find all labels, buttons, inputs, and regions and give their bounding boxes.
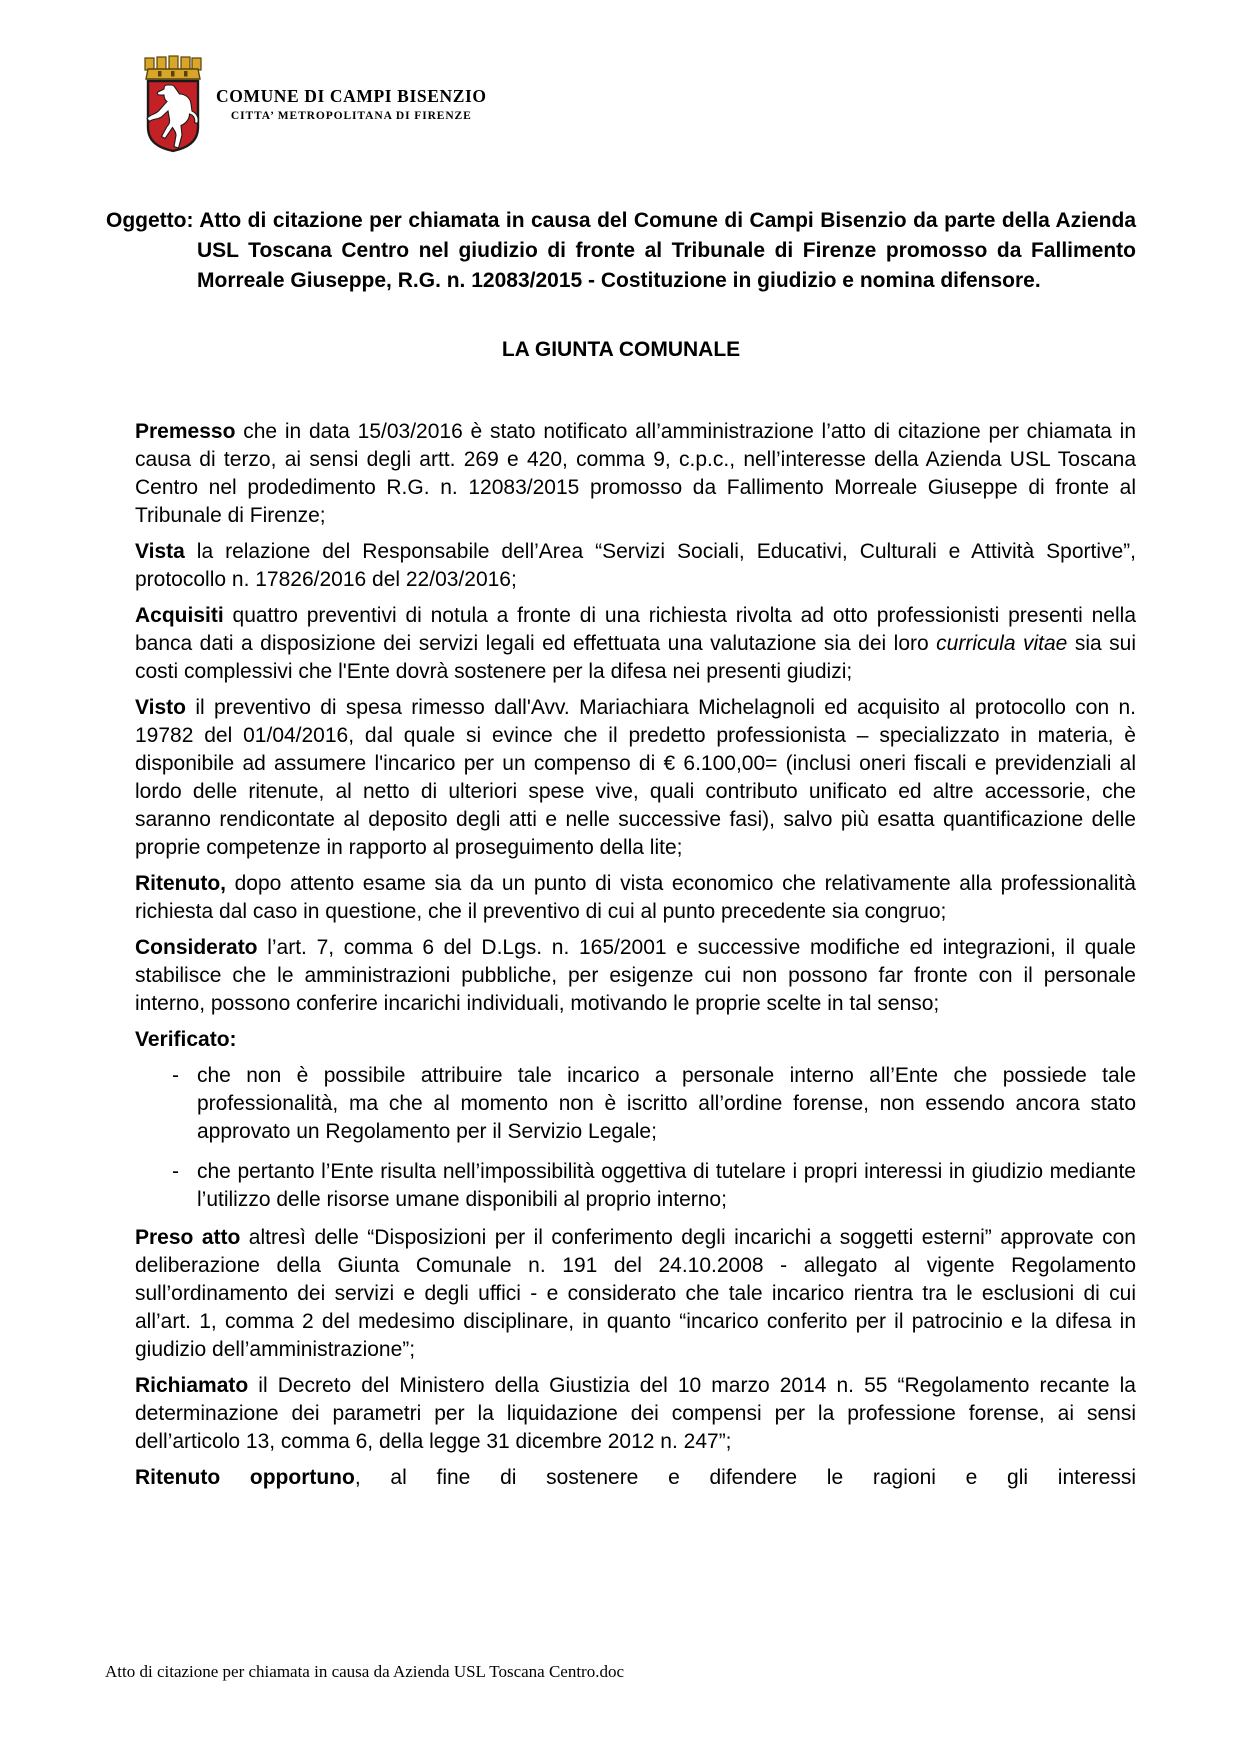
coat-of-arms-graphic [137,52,209,154]
org-name: COMUNE DI CAMPI BISENZIO [216,86,487,106]
coat-of-arms [137,52,209,154]
subject-text: Atto di citazione per chiamata in causa del Comune di Campi Bisenzio da parte della Azienda USL Toscana Centro nel giudizio di fronte al Tribunale di Firenze promosso da Fallimento Morreale Giuseppe, R.G. n. 12083/2015 - Costituzione in giudizio e nomina difensore. [193,209,1136,292]
paragraph-preso-atto [135,1224,1136,1364]
bullet-text: che pertanto l’Ente risulta nell’impossibilità oggettiva di tutelare i propri interessi in giudizio mediante l’utilizzo delle risorse umane disponibili al proprio interno; [197,1160,1136,1211]
paragraph-ritenuto [135,870,1136,926]
paragraph-lead: Richiamato [135,1374,249,1397]
subject-paragraph [106,206,1136,296]
paragraph-text: che in data 15/03/2016 è stato notificato all’amministrazione l’atto di citazione per chiamata in causa di terzo, ai sensi degli artt. 269 e 420, comma 9, c.p.c., nell’interesse della Azienda USL Toscana Centro nel prodedimento R.G. n. 12083/2015 promosso da Fallimento Morreale Giuseppe di fronte al Tribunale di Firenze; [135,420,1136,527]
bullet-list [172,1062,1136,1214]
paragraph-text: il Decreto del Ministero della Giustizia del 10 marzo 2014 n. 55 “Regolamento recante la determinazione dei parametri per la liquidazione dei compensi per la professione forense, ai sensi dell’articolo 13, comma 6, della legge 31 dicembre 2012 n. 247”; [135,1374,1136,1453]
bullet-item [172,1158,1136,1214]
paragraph-lead: Acquisiti [135,604,224,627]
paragraph-vista [135,538,1136,594]
bullet-text: che non è possibile attribuire tale incarico a personale interno all’Ente che possiede tale professionalità, ma che al momento non è iscritto all’ordine forense, non essendo ancora stato approvato un Regolamento per il Servizio Legale; [197,1064,1136,1143]
paragraph-lead: Visto [135,696,186,719]
paragraph-lead: Ritenuto, [135,872,226,895]
bullet-item [172,1062,1136,1146]
paragraph-lead: Preso atto [135,1226,241,1249]
paragraph-text: , al fine di sostenere e difendere le ragioni e gli interessi [354,1466,1136,1489]
paragraph-lead: Considerato [135,936,258,959]
paragraph-visto [135,694,1136,862]
subject-label: Oggetto: [106,209,194,232]
paragraph-text: dopo attento esame sia da un punto di vista economico che relativamente alla professionalità richiesta dal caso in questione, che il preventivo di cui al punto precedente sia congruo; [135,872,1136,923]
paragraph-text: l’art. 7, comma 6 del D.Lgs. n. 165/2001 e successive modifiche ed integrazioni, il quale stabilisce che le amministrazioni pubbliche, per esigenze cui non possono far fronte con il personale interno, possono conferire incarichi individuali, motivando le proprie scelte in tal senso; [135,936,1136,1015]
paragraph-richiamato [135,1372,1136,1456]
paragraph-premesso [135,418,1136,530]
paragraph-text: la relazione del Responsabile dell’Area “Servizi Sociali, Educativi, Culturali e Attività Sportive”, protocollo n. 17826/2016 del 22/03/2016; [135,540,1136,591]
bullet-marker: - [172,1160,179,1183]
paragraph-considerato [135,934,1136,1018]
org-identity [216,86,487,122]
paragraph-lead: Premesso [135,420,236,443]
org-subtitle: CITTA’ METROPOLITANA DI FIRENZE [230,110,472,122]
footer-filename: Atto di citazione per chiamata in causa da Azienda USL Toscana Centro.doc [105,1662,625,1681]
crown-icon [145,56,201,79]
paragraph-lead: Verificato: [135,1028,237,1051]
paragraph-text: il preventivo di spesa rimesso dall'Avv. Mariachiara Michelagnoli ed acquisito al protocollo con n. 19782 del 01/04/2016, dal quale si evince che il predetto professionista – specializzato in materia, è disponibile ad assumere l'incarico per un compenso di € 6.100,00= (inclusi oneri fiscali e previdenziali al lordo delle ritenute, al netto di ulteriori spese vive, quali contributo unificato ed altre accessorie, che saranno rendicontate al deposito degli atti e nelle successive fasi), salvo più esatta quantificazione delle proprie competenze in rapporto al proseguimento della lite; [135,696,1136,859]
paragraph-italic-phrase: curricula vitae [936,632,1068,655]
paragraph-verificato [135,1026,1136,1054]
paragraph-lead: Vista [135,540,185,563]
paragraph-text: sia sui costi complessivi che l'Ente dovrà sostenere per la difesa nei presenti giudizi; [135,632,1136,683]
document-body [106,206,1136,1500]
paragraph-ritenuto-opportuno [135,1464,1136,1492]
bullet-marker: - [172,1064,179,1087]
document-heading: LA GIUNTA COMUNALE [501,338,741,361]
letterhead [137,52,487,154]
paragraph-text: quattro preventivi di notula a fronte di una richiesta rivolta ad otto professionisti presenti nella banca dati a disposizione dei servizi legali ed effettuata una valutazione sia dei loro [135,604,1136,655]
paragraph-lead: Ritenuto opportuno [135,1466,355,1489]
paragraph-text: altresì delle “Disposizioni per il conferimento degli incarichi a soggetti esterni” approvate con deliberazione della Giunta Comunale n. 191 del 24.10.2008 - allegato al vigente Regolamento sull’ordinamento dei servizi e degli uffici - e considerato che tale incarico rientra tra le esclusioni di cui all’art. 1, comma 2 del medesimo disciplinare, in quanto “incarico conferito per il patrocinio e la difesa in giudizio dell’amministrazione”; [135,1226,1136,1361]
paragraph-acquisiti [135,602,1136,686]
